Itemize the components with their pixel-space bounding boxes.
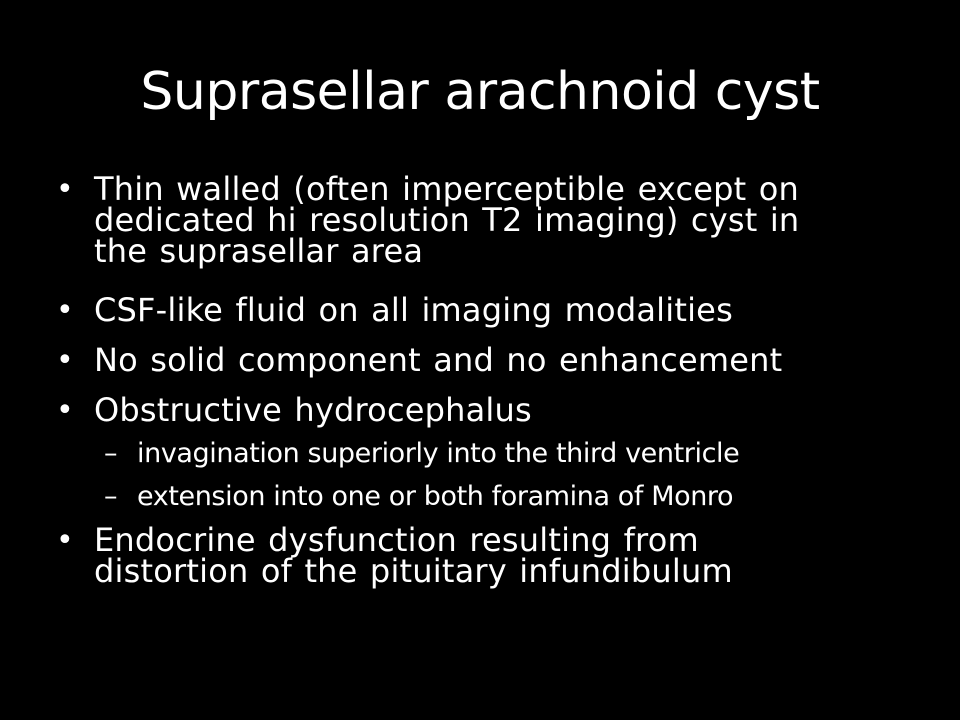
bullet-list (0, 170, 960, 690)
bullet-item (56, 391, 886, 431)
sub-bullet-text: invagination superiorly into the third ventricle (137, 438, 740, 469)
bullet-dot: • (56, 343, 74, 378)
sub-bullet-dash: – (104, 481, 118, 512)
bullet-text (94, 341, 894, 379)
bullet-dot: • (56, 293, 74, 328)
bullet-line: Endocrine dysfunction resulting from (94, 521, 699, 559)
bullet-dot: • (56, 393, 74, 428)
bullet-line: No solid component and no enhancement (94, 341, 783, 379)
bullet-line: Thin walled (often imperceptible except on (94, 170, 800, 208)
sub-bullet-item (104, 438, 894, 472)
bullet-line: distortion of the pituitary infundibulum (94, 552, 733, 590)
bullet-line: CSF-like fluid on all imaging modalities (94, 291, 733, 329)
bullet-line: the suprasellar area (94, 232, 424, 270)
sub-bullet-text: extension into one or both foramina of Monro (137, 481, 734, 512)
bullet-text (94, 391, 894, 429)
bullet-item (56, 341, 886, 381)
sub-bullet-dash: – (104, 438, 118, 469)
bullet-text (94, 521, 894, 590)
slide-title: Suprasellar arachnoid cyst (140, 62, 820, 122)
bullet-text (94, 170, 894, 270)
sub-bullet-item (104, 481, 894, 515)
bullet-text (94, 291, 894, 329)
bullet-line: dedicated hi resolution T2 imaging) cyst in (94, 201, 800, 239)
bullet-item (56, 170, 886, 274)
bullet-line: Obstructive hydrocephalus (94, 391, 532, 429)
bullet-item (56, 521, 886, 595)
bullet-dot: • (56, 523, 74, 558)
bullet-dot: • (56, 172, 74, 207)
bullet-item (56, 291, 886, 331)
